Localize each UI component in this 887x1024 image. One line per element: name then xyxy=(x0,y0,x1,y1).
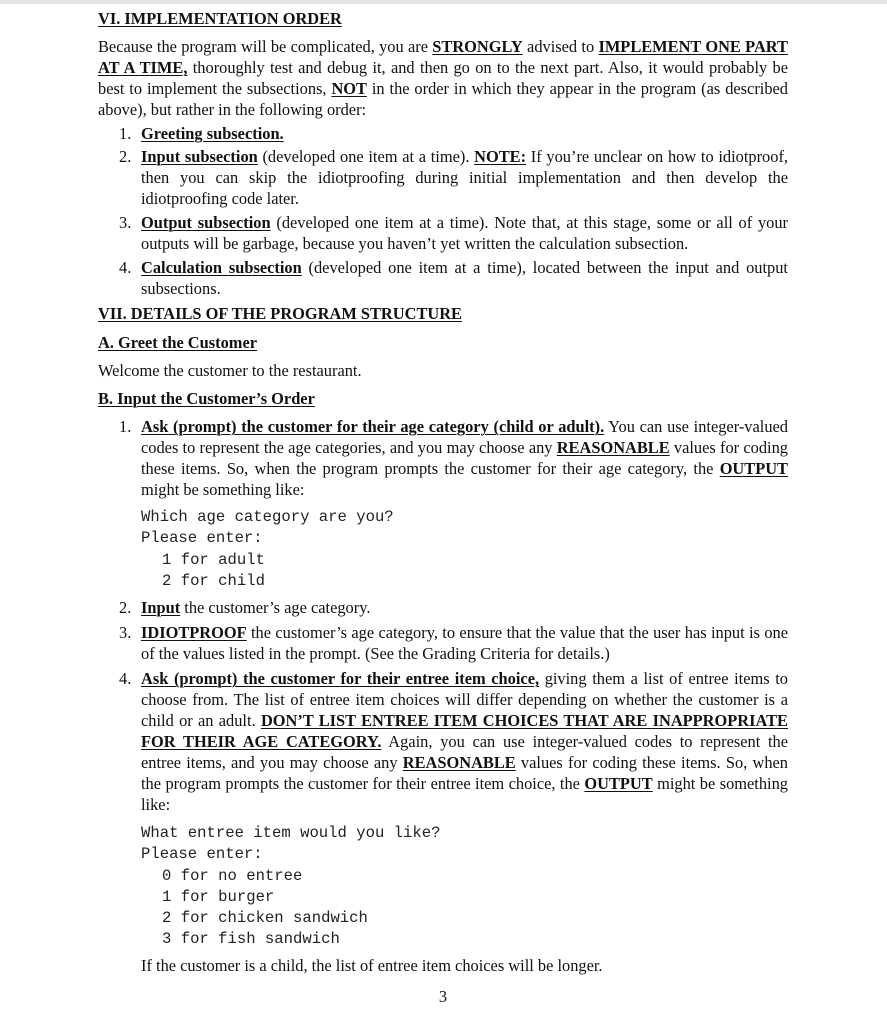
code-line: What entree item would you like? xyxy=(141,824,441,842)
subheading-input-order: B. Input the Customer’s Order xyxy=(98,389,315,408)
code-line: Which age category are you? xyxy=(141,508,394,526)
code-line: Please enter: xyxy=(141,529,263,547)
code-line: Please enter: xyxy=(141,845,263,863)
code-option: 1 for adult xyxy=(162,551,265,569)
code-option: 2 for chicken sandwich xyxy=(162,909,368,927)
greet-text: Welcome the customer to the restaurant. xyxy=(98,361,362,380)
section-heading-program-structure: VII. DETAILS OF THE PROGRAM STRUCTURE xyxy=(98,304,462,323)
child-note: If the customer is a child, the list of entree item choices will be longer. xyxy=(141,956,603,975)
top-edge xyxy=(0,0,887,4)
emphasis-not: NOT xyxy=(331,79,367,98)
implementation-paragraph: Because the program will be complicated, you are STRONGLY advised to IMPLEMENT ONE PART AT A TIME, thoroughly test and debug it, and then go on to the next part. Also, it would probably be best to implement the subsections, NOT in the order in which they appear in the program (as described above), but rather in the following order: xyxy=(98,37,788,119)
code-option: 1 for burger xyxy=(162,888,275,906)
subheading-greet-customer: A. Greet the Customer xyxy=(98,333,258,352)
page-number: 3 xyxy=(438,987,448,1006)
code-option: 2 for child xyxy=(162,572,265,590)
emphasis-strongly: STRONGLY xyxy=(432,37,523,56)
emphasis-implement-one-part: IMPLEMENT ONE PART AT A TIME, xyxy=(98,37,788,77)
code-option: 3 for fish sandwich xyxy=(162,930,340,948)
code-option: 0 for no entree xyxy=(162,867,303,885)
section-heading-implementation-order: VI. IMPLEMENTATION ORDER xyxy=(98,9,342,28)
